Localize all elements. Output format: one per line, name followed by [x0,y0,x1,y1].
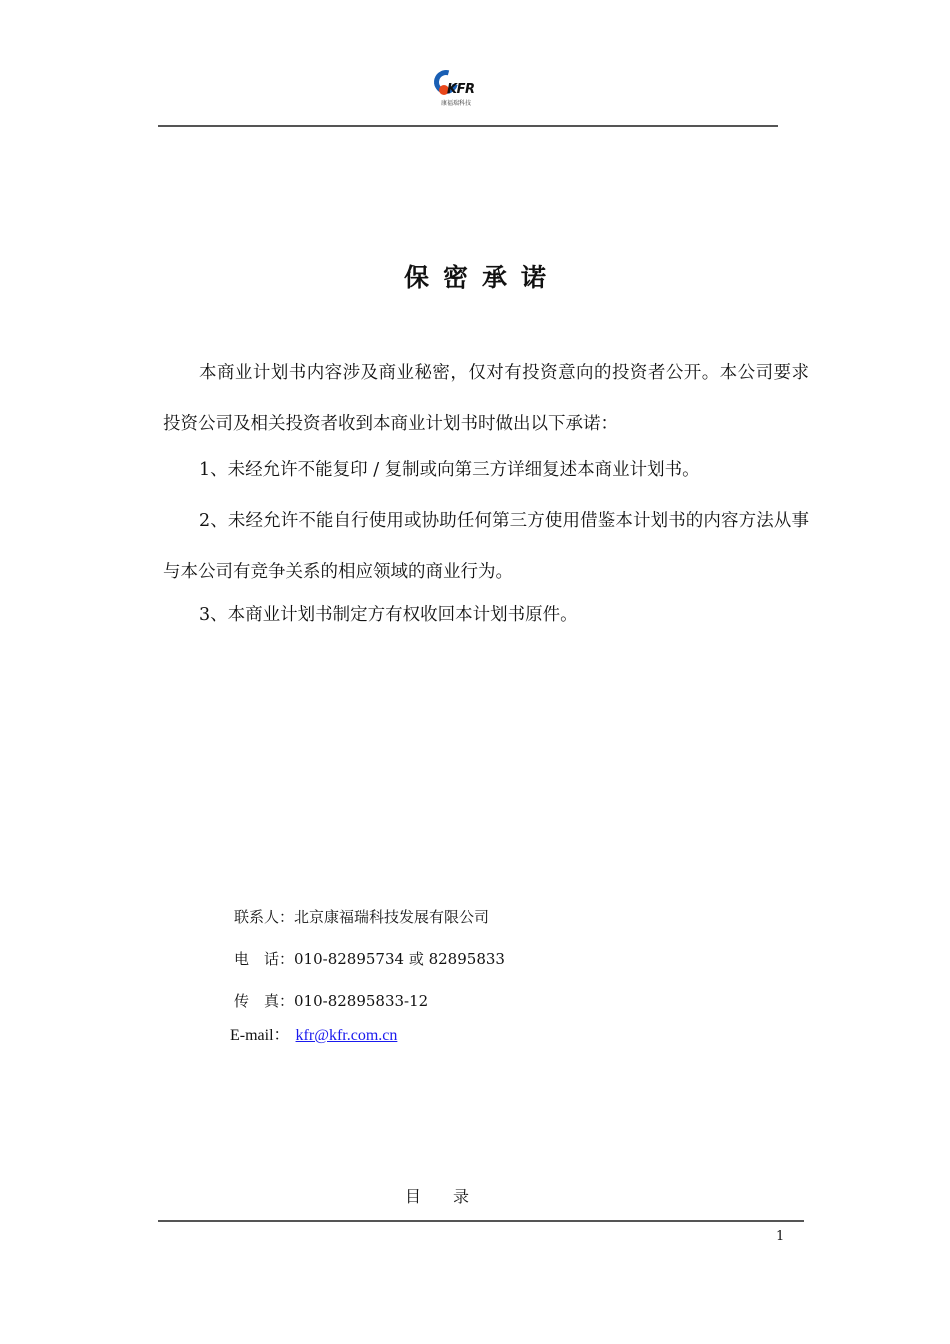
intro-paragraph: 本商业计划书内容涉及商业秘密，仅对有投资意向的投资者公开。本公司要求投资公司及相关投资者收到本商业计划书时做出以下承诺： [163,363,809,434]
footer-divider [158,1220,804,1222]
phone-label: 电 话： [234,950,295,968]
email-row [230,1022,397,1045]
phone-row [234,948,505,969]
fax-value: 010-82895833-12 [294,992,429,1010]
contact-person-row [234,906,489,927]
page-title: 保密承诺 [403,263,560,292]
email-label: E-mail： [230,1027,290,1044]
logo-subtitle: 康福瑞科技 [441,100,472,107]
header-divider [158,125,778,127]
logo-text: KFR [447,82,475,97]
company-logo [432,68,484,108]
commitment-item-1: 1、未经允许不能复印 / 复制或向第三方详细复述本商业计划书。 [199,460,700,480]
email-link[interactable]: kfr@kfr.com.cn [295,1027,398,1044]
commitment-item-2: 2、未经允许不能自行使用或协助任何第三方使用借鉴本计划书的内容方法从事与本公司有竞争关系的相应领域的商业行为。 [163,511,809,582]
phone-value: 010-82895734 或 82895833 [294,950,505,968]
contact-person-value: 北京康福瑞科技发展有限公司 [294,908,490,926]
fax-label: 传 真： [234,992,295,1010]
commitment-item-3: 3、本商业计划书制定方有权收回本计划书原件。 [199,605,578,625]
fax-row [234,990,428,1011]
toc-heading: 目 录 [405,1187,470,1206]
page-number: 1 [776,1229,785,1244]
contact-person-label: 联系人： [234,908,295,926]
